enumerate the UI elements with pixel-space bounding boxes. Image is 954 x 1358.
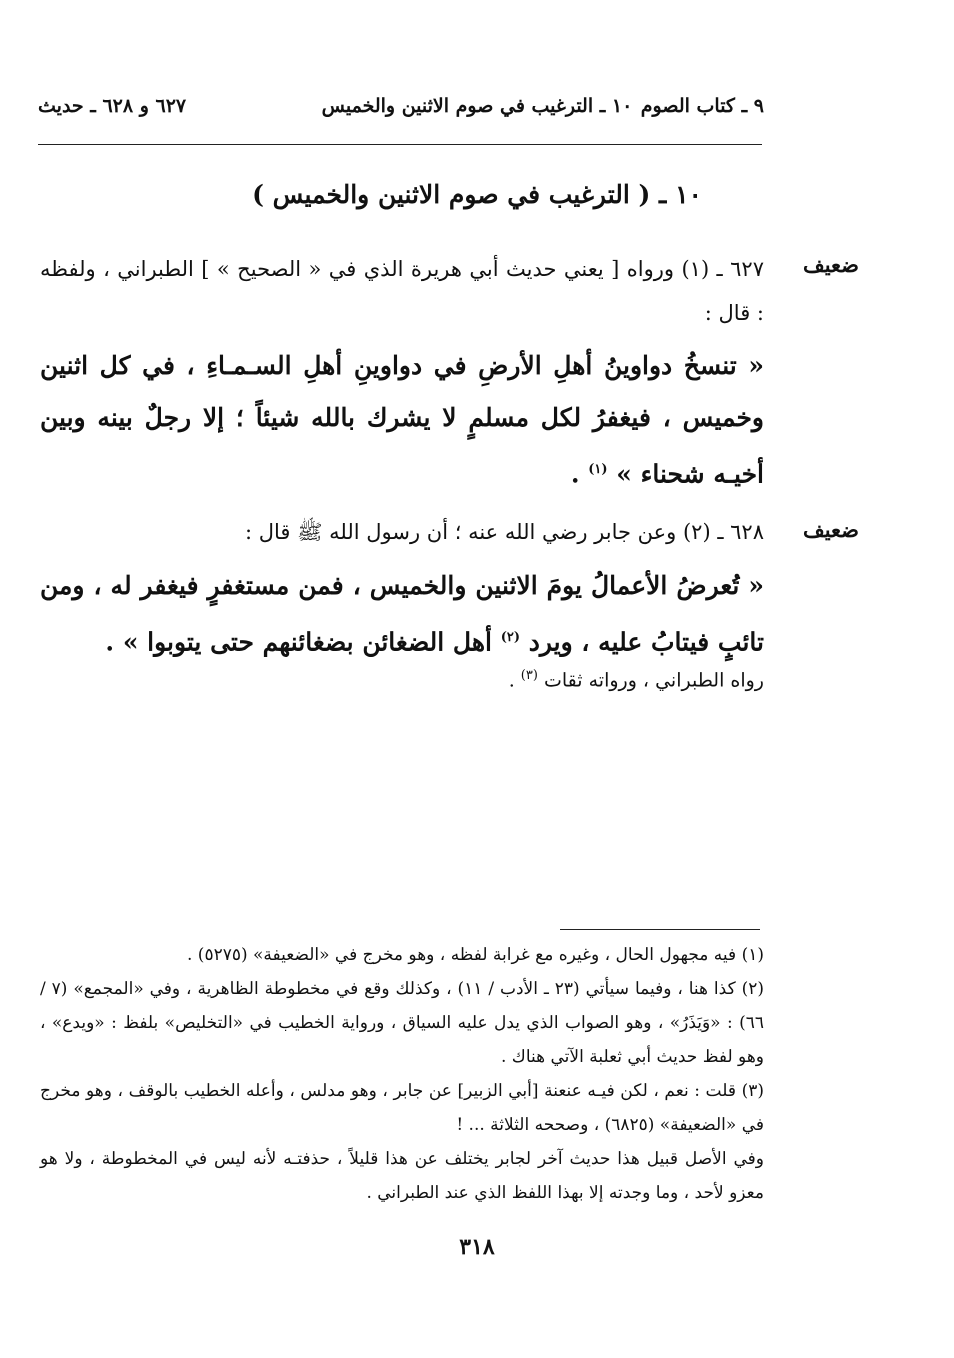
hadith-628-matn [40,560,764,668]
footnote-3: (٣) قلت : نعم ، لكن فيـه عنعنة [أبي الزبير] عن جابر ، وهو مدلس ، وأعله الخطيب بالوقف ، وهو مخرج في «الضعيفة» (٦٨٢٥) ، وصححه الثلاثة ... ! [40,1081,764,1135]
running-header-hadith-range: ٦٢٧ و ٦٢٨ ـ حديث [38,95,187,117]
hadith-627-matn-end: . [570,459,589,489]
footnote-divider [560,929,760,930]
hadith-628-source [40,668,764,691]
grade-label-627: ضعيف [802,252,859,277]
running-header-chapter: ١٠ ـ الترغيب في صوم الاثنين والخميس [321,95,633,117]
hadith-628-intro: ٦٢٨ ـ (٢) وعن جابر رضي الله عنه ؛ أن رسول الله ﷺ قال : [245,520,764,544]
hadith-627-intro: ٦٢٧ ـ (١) ورواه [ يعني حديث أبي هريرة الذي في « الصحيح » ] الطبراني ، ولفظه : قال : [40,257,764,325]
page-number: ٣١٨ [459,1234,495,1260]
footnotes [40,938,764,1210]
running-header-book: ٩ ـ كتاب الصوم [640,95,764,117]
footnote-ref-1: (١) [588,462,608,477]
hadith-628-source-end: . [508,669,521,692]
footnote-ref-2: (٢) [500,630,521,645]
hadith-628-matn-text-a: « تُعرضُ الأعمالُ يومَ الاثنين والخميس ، فمن مستغفرٍ فيغفر له ، ومن تائبٍ فيتابُ عليه ، ويرد [40,571,764,657]
hadith-627-matn [40,340,764,500]
hadith-628-matn-text-b: أهل الضغائن بضغائنهم حتى يتوبوا » . [105,627,492,657]
hadith-627-matn-text: « تنسخُ دواوينُ أهلِ الأرضِ في دواوينِ أهلِ السـمـاءِ ، في كل اثنين وخميس ، فيغفرُ لكل مسلمٍ لا يشرك بالله شيئاً ؛ إلا رجلٌ بينه وبين أخيـه شحناء » [40,351,764,489]
chapter-title: ١٠ ـ ( الترغيب في صوم الاثنين والخميس ) [252,180,702,209]
footnote-3-continued: وفي الأصل قبيل هذا حديث آخر لجابر يختلف عن هذا قليلاً ، حذفتـه لأنه ليس في المخطوطة ، ولا هو معزو لأحد ، وما وجدته إلا بهذا اللفظ الذي عند الطبراني . [40,1149,764,1203]
hadith-628-source-text: رواه الطبراني ، ورواته ثقات [543,669,764,692]
grade-label-628: ضعيف [802,517,859,542]
footnote-1: (١) فيه مجهول الحال ، وغيره مع غرابة لفظه ، وهو مخرج في «الضعيفة» (٥٢٧٥) . [186,945,764,965]
footnote-2: (٢) كذا هنا ، وفيما سيأتي (٢٣ ـ الأدب / ١١) ، وكذلك وقع في مخطوطة الظاهرية ، وفي «المجمع» (٧ / ٦٦) : «وَيَذَرُ» ، وهو الصواب الذي يدل عليه السياق ، ورواية الخطيب في «التخليص» بلفظ : «ويدع» ، وهو لفظ حديث أبي ثعلبة الآتي هناك . [40,979,764,1067]
header-divider [38,144,762,145]
footnote-ref-3: (٣) [520,668,538,683]
